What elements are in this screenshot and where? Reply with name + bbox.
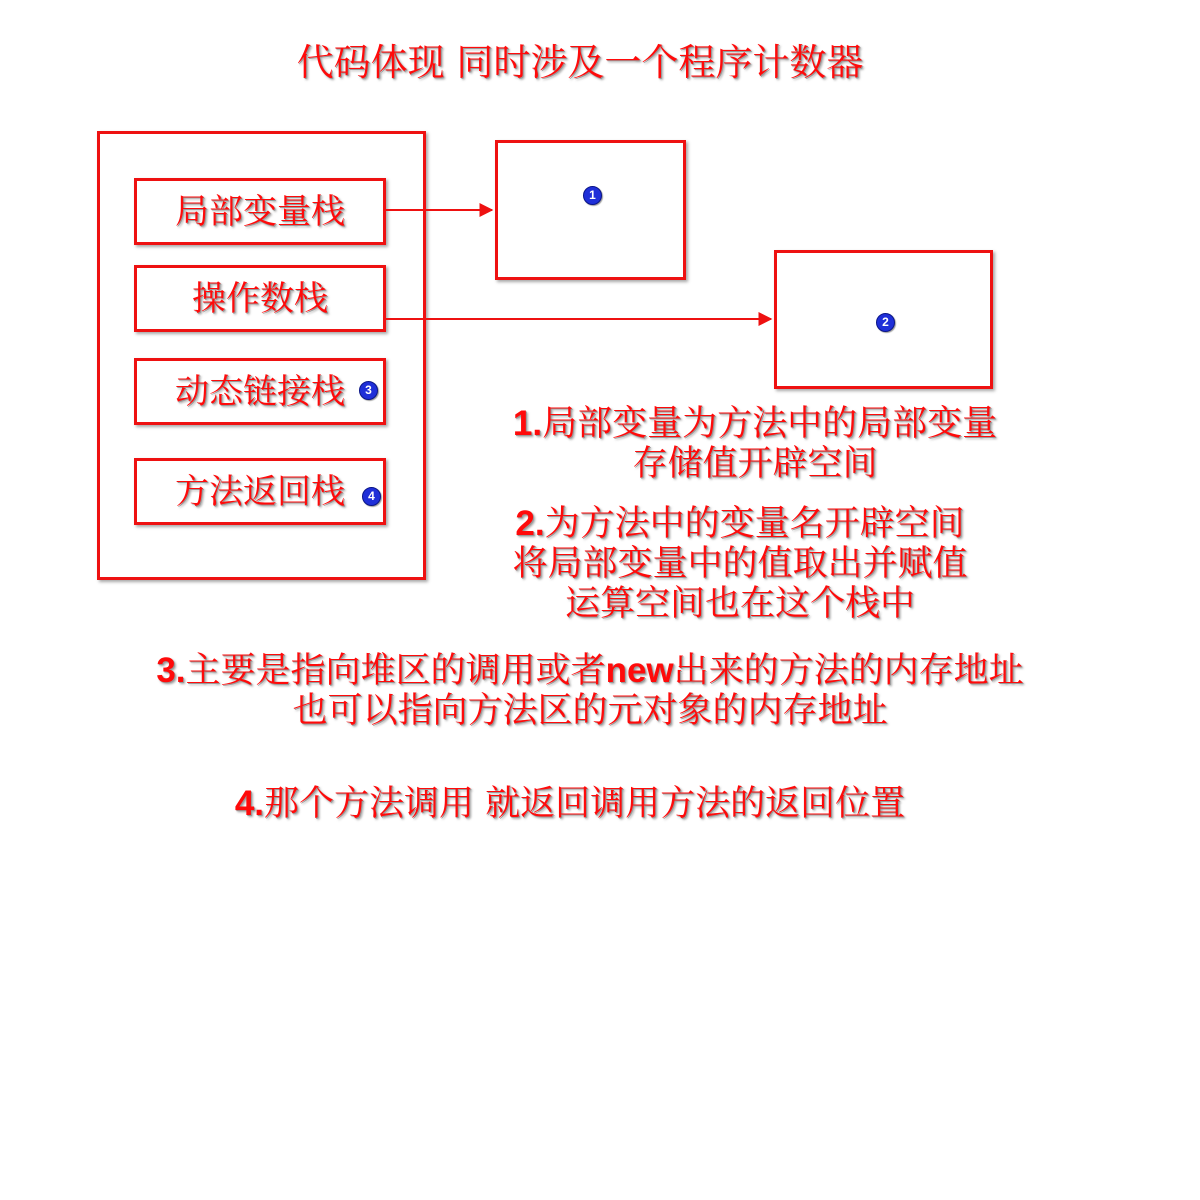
note-1-line-2: 存储值开辟空间 bbox=[632, 444, 878, 484]
note-2 bbox=[460, 504, 1020, 624]
note-3-line-1-part-c: 出来的方法的内存地址 bbox=[673, 651, 1024, 691]
note-3-number: 3. bbox=[156, 651, 186, 690]
page-title: 代码体现 同时涉及一个程序计数器 bbox=[296, 41, 864, 84]
note-3-line-2: 也可以指向方法区的元对象的内存地址 bbox=[292, 691, 888, 731]
note-1-line-1: 局部变量为方法中的局部变量 bbox=[542, 404, 998, 444]
note-2-line-3: 运算空间也在这个栈中 bbox=[564, 584, 915, 624]
note-3-line-1-part-a: 主要是指向堆区的调用或者 bbox=[185, 651, 606, 691]
badge-2-icon: 2 bbox=[876, 313, 895, 332]
note-2-number: 2. bbox=[515, 504, 545, 543]
note-4 bbox=[140, 784, 1000, 824]
note-2-line-1: 为方法中的变量名开辟空间 bbox=[544, 504, 965, 544]
badge-1-icon: 1 bbox=[583, 186, 602, 205]
note-2-line-2: 将局部变量中的值取出并赋值 bbox=[512, 544, 968, 584]
local-variable-stack-label: 局部变量栈 bbox=[175, 191, 345, 232]
method-return-stack-label: 方法返回栈 bbox=[175, 471, 345, 512]
note-4-number: 4. bbox=[234, 784, 265, 823]
note-3-line-1-new-keyword: new bbox=[605, 651, 674, 690]
note-1-number: 1. bbox=[512, 404, 543, 443]
note-1 bbox=[470, 404, 1040, 484]
badge-3-icon: 3 bbox=[359, 381, 378, 400]
badge-4-icon: 4 bbox=[362, 487, 381, 506]
operand-stack-label: 操作数栈 bbox=[192, 278, 328, 319]
note-3 bbox=[60, 651, 1120, 731]
dynamic-link-stack-label: 动态链接栈 bbox=[175, 371, 345, 412]
note-4-line-1: 那个方法调用 就返回调用方法的返回位置 bbox=[264, 784, 906, 824]
